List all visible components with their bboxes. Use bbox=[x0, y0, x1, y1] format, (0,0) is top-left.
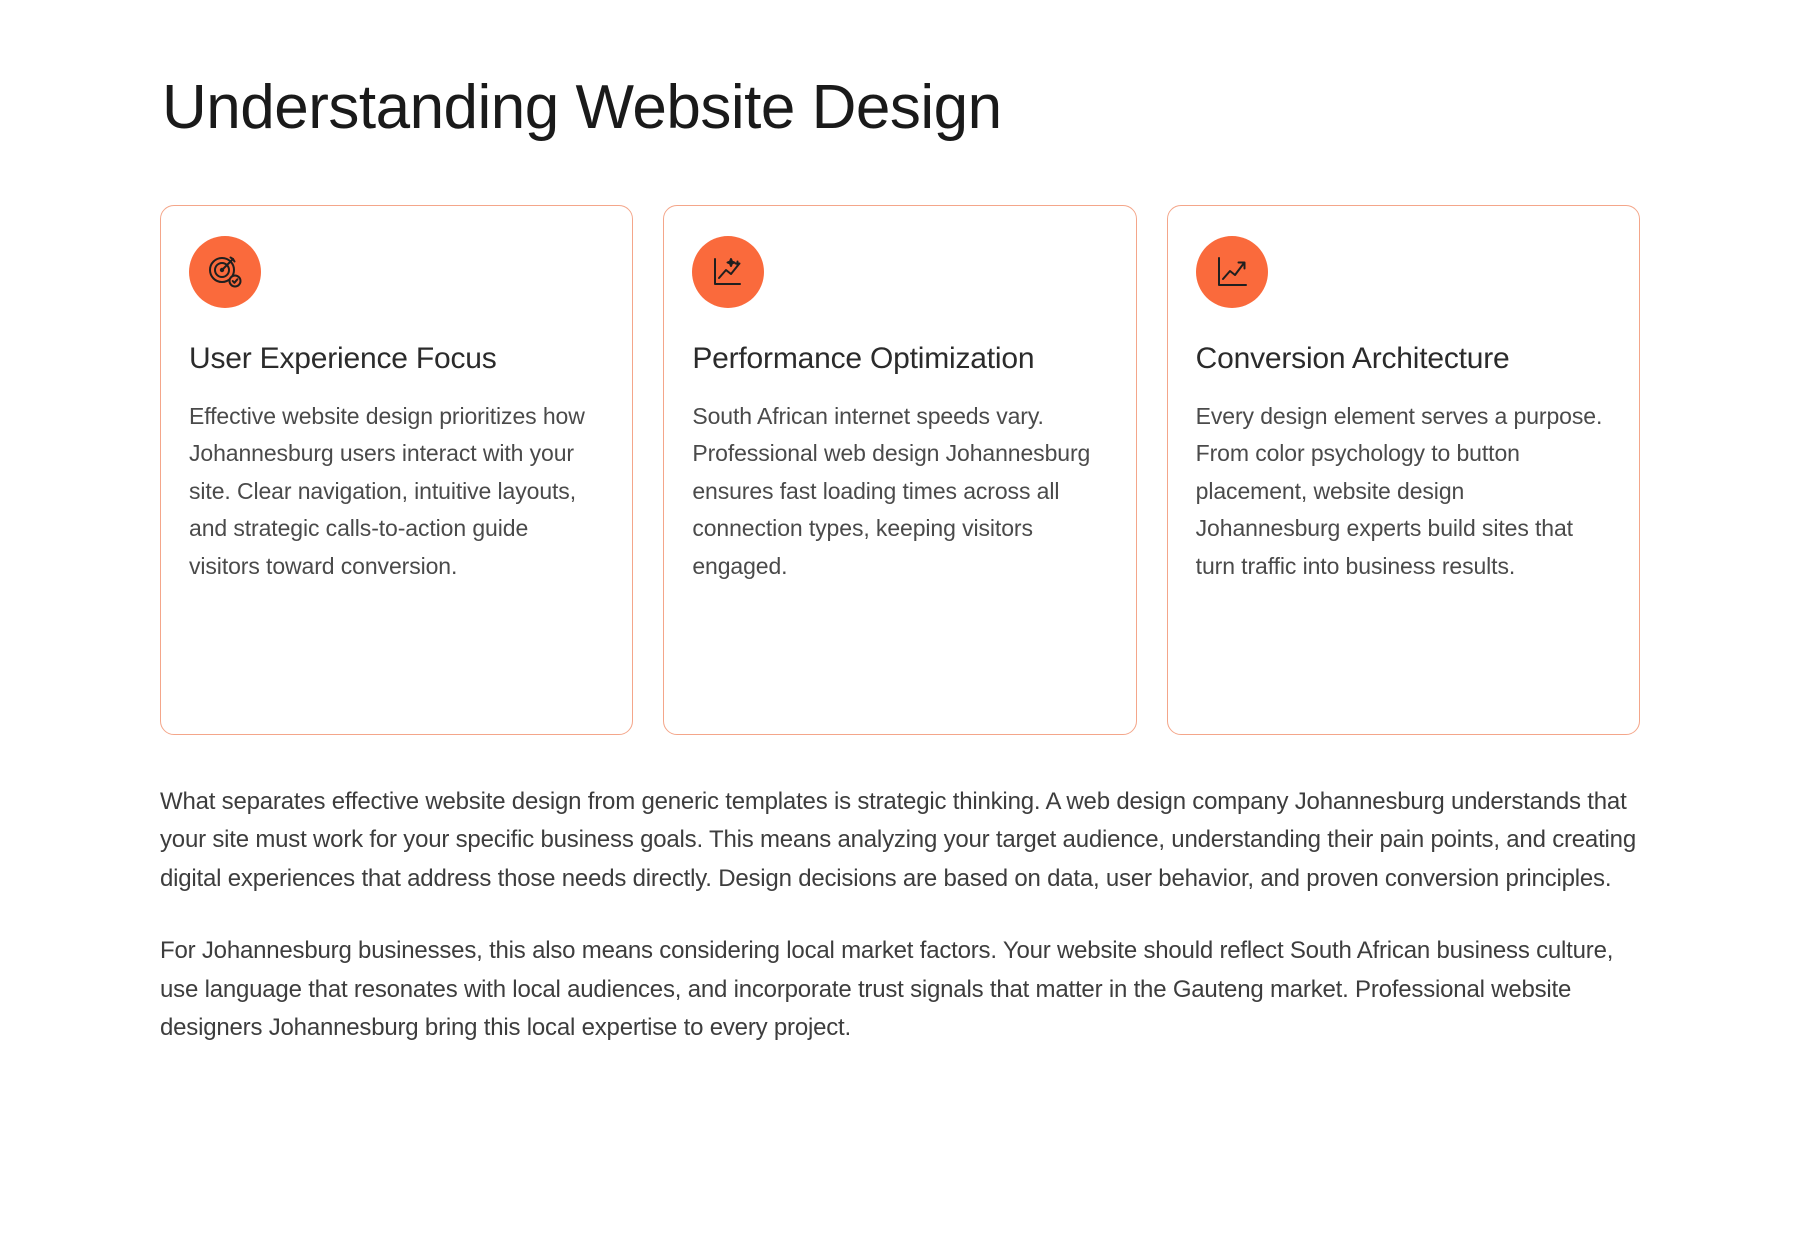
feature-card-list bbox=[160, 205, 1640, 735]
feature-card-text: South African internet speeds vary. Professional web design Johannesburg ensures fast loading times across all connection types, keeping visitors engaged. bbox=[692, 403, 1091, 579]
paragraph: For Johannesburg businesses, this also means considering local market factors. Your website should reflect South African business culture, use language that resonates with local audiences, and incorporate trust signals that matter in the Gauteng market. Professional website designers Johannesburg bring this local expertise to every project. bbox=[160, 937, 1614, 1041]
feature-card-title: User Experience Focus bbox=[189, 342, 497, 375]
page-container bbox=[0, 72, 1800, 1248]
feature-card bbox=[663, 205, 1136, 735]
body-copy bbox=[160, 783, 1640, 1047]
feature-card-title: Conversion Architecture bbox=[1195, 342, 1510, 375]
feature-card bbox=[1167, 205, 1640, 735]
line-chart-up-icon bbox=[1196, 236, 1268, 308]
paragraph: What separates effective website design from generic templates is strategic thinking. A web design company Johannesburg understands that your site must work for your specific business goals. This means analyzing your target audience, understanding their pain points, and creating digital experiences that address those needs directly. Design decisions are based on data, user behavior, and proven conversion principles. bbox=[160, 788, 1636, 892]
feature-card-text: Every design element serves a purpose. From color psychology to button placement, website design Johannesburg experts build sites that turn traffic into business results. bbox=[1195, 403, 1603, 579]
feature-card-title: Performance Optimization bbox=[692, 342, 1035, 375]
page-title: Understanding Website Design bbox=[162, 73, 1002, 142]
target-check-icon bbox=[189, 236, 261, 308]
feature-card-text: Effective website design prioritizes how Johannesburg users interact with your site. Clear navigation, intuitive layouts, and strategic calls-to-action guide visitors toward conversion. bbox=[189, 403, 585, 579]
chart-growth-sparkle-icon bbox=[692, 236, 764, 308]
feature-card bbox=[160, 205, 633, 735]
